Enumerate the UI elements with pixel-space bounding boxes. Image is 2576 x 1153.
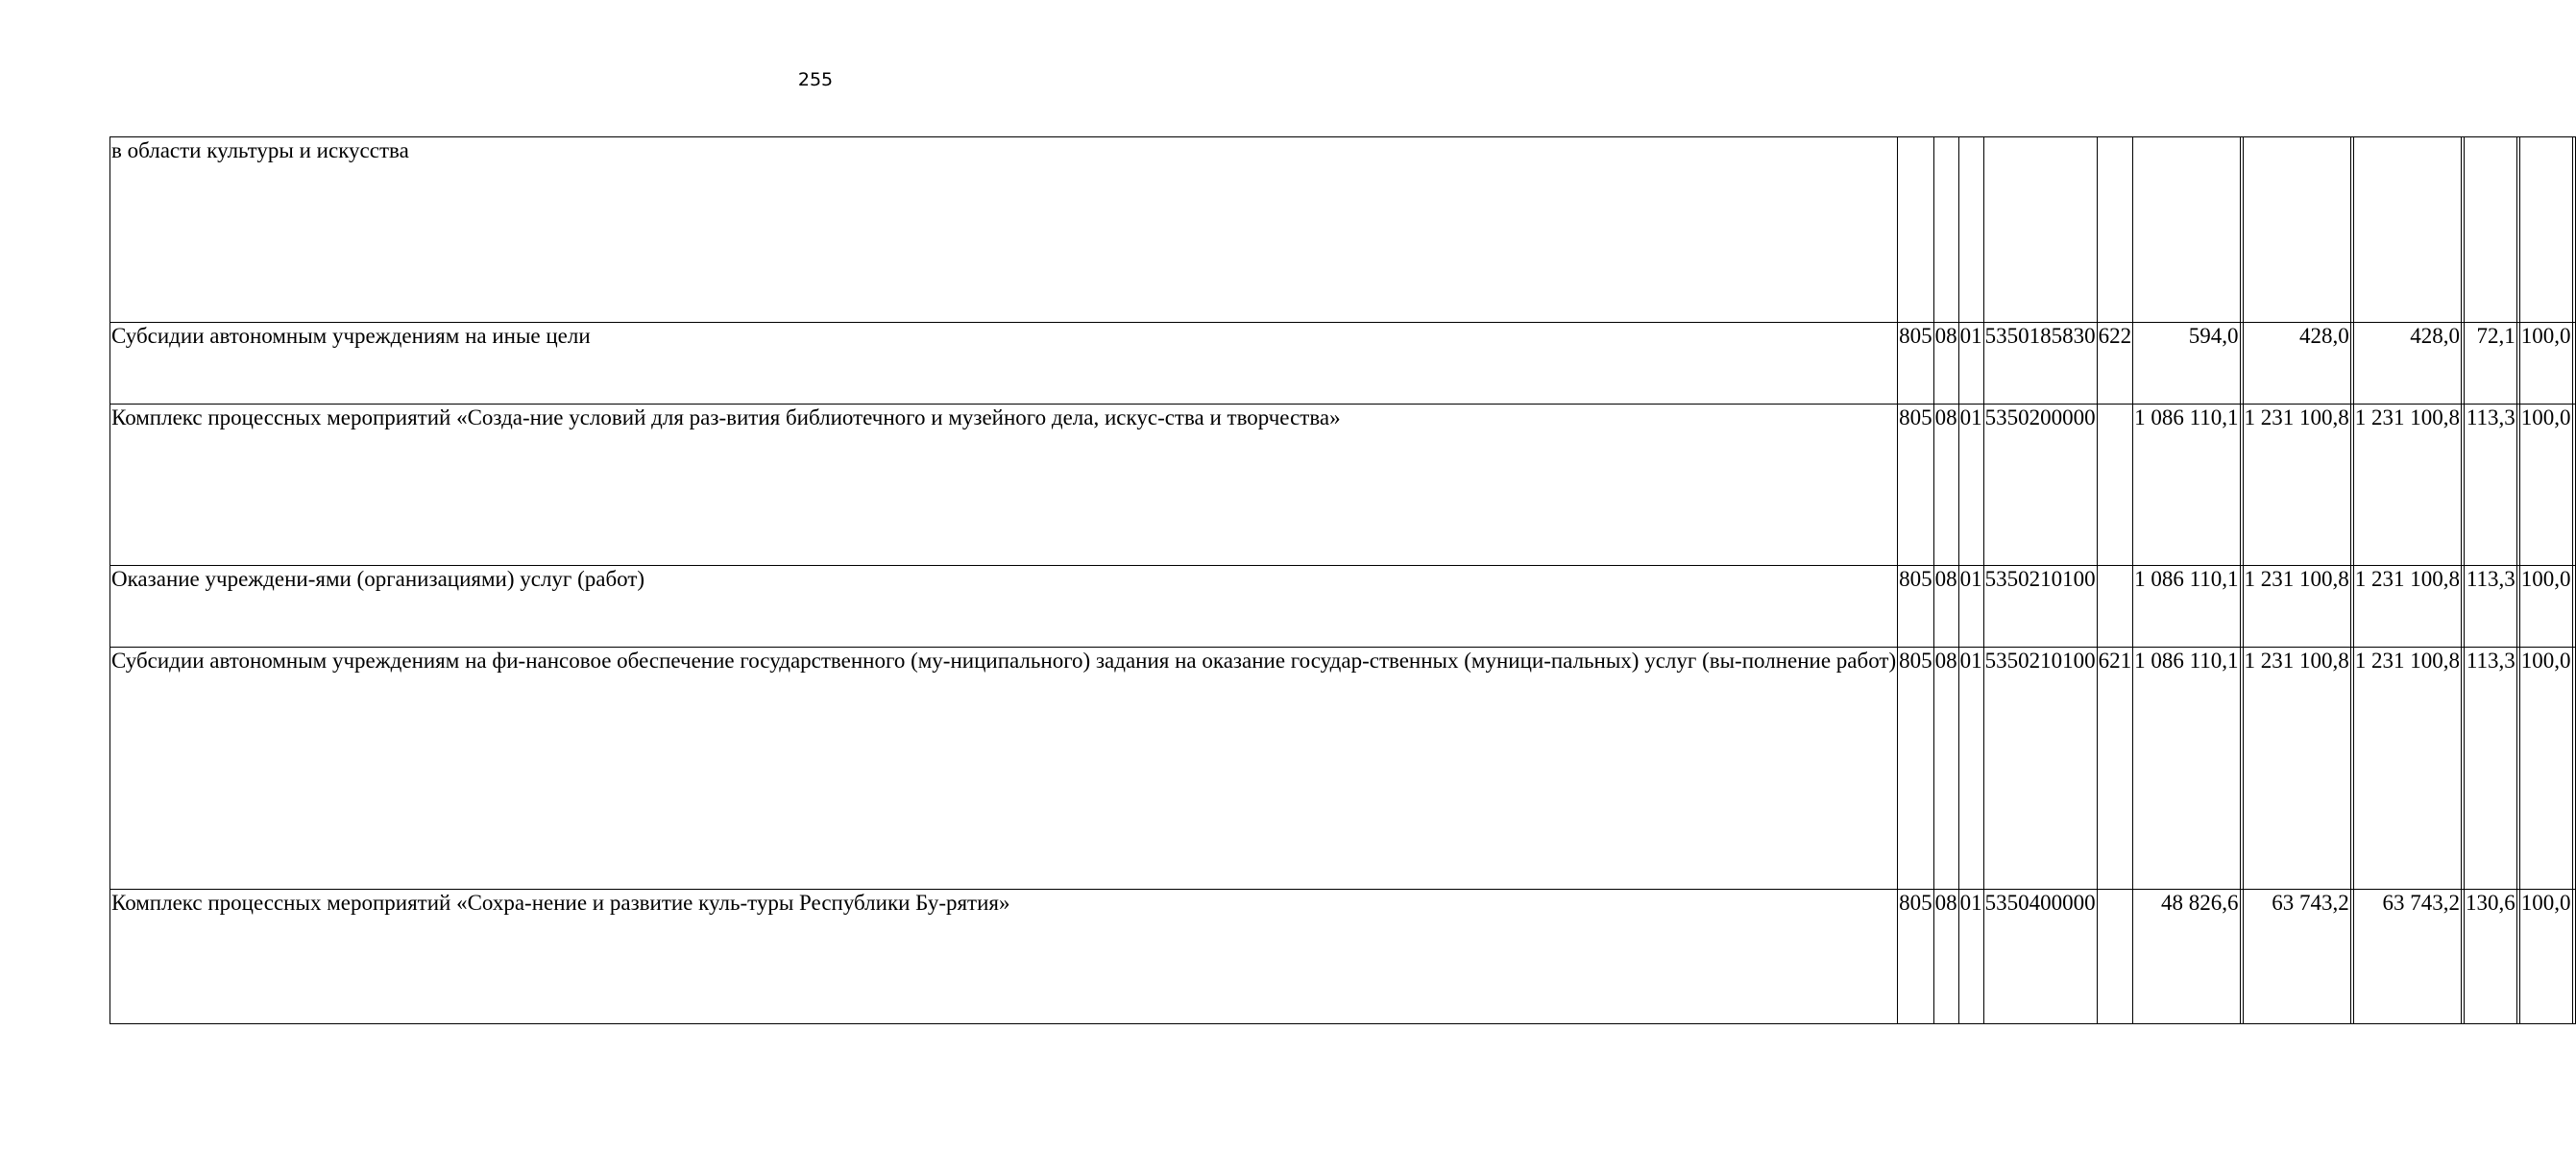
pr-cell: 01 [1958, 648, 1983, 890]
rz-cell [1933, 137, 1958, 323]
amount-3-cell [2353, 137, 2461, 323]
table-row [110, 890, 2576, 1024]
table-row [110, 648, 2576, 890]
empty-cell [2572, 566, 2575, 648]
row-name-cell: Комплекс процессных мероприятий «Созда-ние условий для раз-вития библиотечного и музейного дела, искус-ства и творчества» [110, 405, 1898, 566]
percent-1-cell: 72,1 [2465, 323, 2517, 405]
empty-cell [2572, 405, 2575, 566]
grbs-cell: 805 [1898, 566, 1934, 648]
row-name-cell: в области культуры и искусства [110, 137, 1898, 323]
pr-cell: 01 [1958, 323, 1983, 405]
amount-3-cell: 1 231 100,8 [2353, 566, 2461, 648]
amount-2-cell [2243, 137, 2350, 323]
grbs-cell: 805 [1898, 323, 1934, 405]
amount-1-cell: 594,0 [2133, 323, 2240, 405]
amount-2-cell: 1 231 100,8 [2243, 566, 2350, 648]
csr-cell: 5350210100 [1983, 566, 2097, 648]
vr-cell [2097, 405, 2133, 566]
percent-1-cell: 113,3 [2465, 405, 2517, 566]
budget-table [109, 136, 2576, 1024]
amount-2-cell: 428,0 [2243, 323, 2350, 405]
amount-2-cell: 1 231 100,8 [2243, 648, 2350, 890]
pr-cell: 01 [1958, 566, 1983, 648]
amount-3-cell: 1 231 100,8 [2353, 648, 2461, 890]
csr-cell: 5350185830 [1983, 323, 2097, 405]
percent-2-cell [2519, 137, 2572, 323]
csr-cell: 5350210100 [1983, 648, 2097, 890]
csr-cell [1983, 137, 2097, 323]
grbs-cell: 805 [1898, 648, 1934, 890]
amount-1-cell: 1 086 110,1 [2133, 405, 2240, 566]
table-row [110, 566, 2576, 648]
pr-cell [1958, 137, 1983, 323]
vr-cell [2097, 566, 2133, 648]
rz-cell: 08 [1933, 566, 1958, 648]
percent-2-cell: 100,0 [2519, 405, 2572, 566]
rz-cell: 08 [1933, 890, 1958, 1024]
pr-cell: 01 [1958, 405, 1983, 566]
empty-cell [2572, 890, 2575, 1024]
row-name-cell: Субсидии автономным учреждениям на фи-нансовое обеспечение государственного (му-ниципального) задания на оказание государ-ственных (муници-пальных) услуг (вы-полнение работ) [110, 648, 1898, 890]
amount-2-cell: 63 743,2 [2243, 890, 2350, 1024]
csr-cell: 5350400000 [1983, 890, 2097, 1024]
amount-3-cell: 428,0 [2353, 323, 2461, 405]
page-number: 255 [797, 69, 834, 90]
percent-2-cell: 100,0 [2519, 648, 2572, 890]
vr-cell: 621 [2097, 648, 2133, 890]
grbs-cell [1898, 137, 1934, 323]
percent-1-cell [2465, 137, 2517, 323]
percent-2-cell: 100,0 [2519, 323, 2572, 405]
vr-cell: 622 [2097, 323, 2133, 405]
row-name-cell: Комплекс процессных мероприятий «Сохра-нение и развитие куль-туры Республики Бу-рятия» [110, 890, 1898, 1024]
table-row [110, 405, 2576, 566]
percent-1-cell: 130,6 [2465, 890, 2517, 1024]
row-name-cell: Оказание учреждени-ями (организациями) услуг (работ) [110, 566, 1898, 648]
empty-cell [2572, 323, 2575, 405]
pr-cell: 01 [1958, 890, 1983, 1024]
grbs-cell: 805 [1898, 890, 1934, 1024]
empty-cell [2572, 137, 2575, 323]
vr-cell [2097, 890, 2133, 1024]
amount-1-cell: 1 086 110,1 [2133, 648, 2240, 890]
grbs-cell: 805 [1898, 405, 1934, 566]
row-name-cell: Субсидии автономным учреждениям на иные цели [110, 323, 1898, 405]
percent-1-cell: 113,3 [2465, 648, 2517, 890]
rz-cell: 08 [1933, 648, 1958, 890]
percent-2-cell: 100,0 [2519, 890, 2572, 1024]
percent-2-cell: 100,0 [2519, 566, 2572, 648]
empty-cell [2572, 648, 2575, 890]
table-row [110, 137, 2576, 323]
rz-cell: 08 [1933, 323, 1958, 405]
rz-cell: 08 [1933, 405, 1958, 566]
vr-cell [2097, 137, 2133, 323]
csr-cell: 5350200000 [1983, 405, 2097, 566]
amount-1-cell: 1 086 110,1 [2133, 566, 2240, 648]
amount-1-cell [2133, 137, 2240, 323]
amount-1-cell: 48 826,6 [2133, 890, 2240, 1024]
percent-1-cell: 113,3 [2465, 566, 2517, 648]
amount-3-cell: 63 743,2 [2353, 890, 2461, 1024]
amount-3-cell: 1 231 100,8 [2353, 405, 2461, 566]
amount-2-cell: 1 231 100,8 [2243, 405, 2350, 566]
table-row [110, 323, 2576, 405]
